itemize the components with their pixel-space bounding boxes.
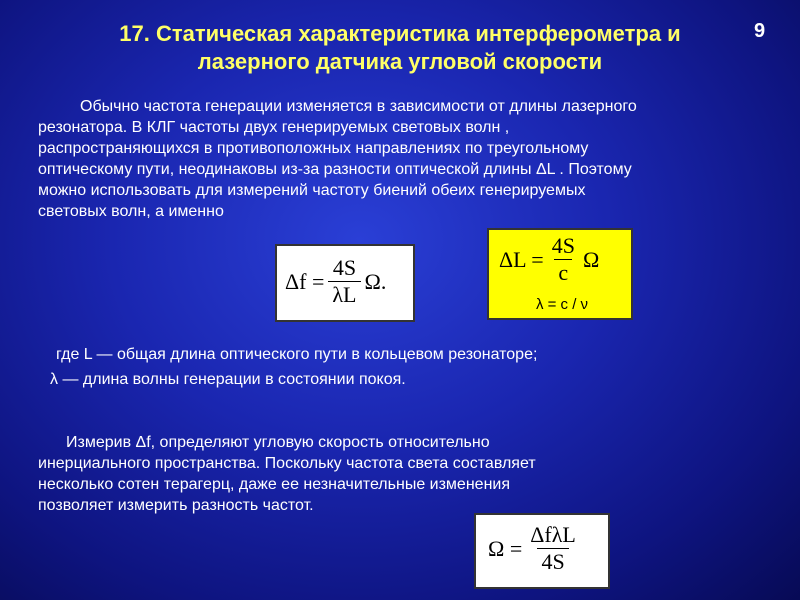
title-line-1: 17. Статическая характеристика интерферометра и (119, 21, 681, 46)
formula-rhs: Ω (582, 246, 600, 272)
formula-denominator: λL (328, 281, 360, 307)
conclusion-line: Измерив Δf, определяют угловую скорость относительно (66, 434, 490, 451)
formula-rhs: Ω. (364, 268, 387, 294)
slide-number: 9 (754, 20, 766, 42)
formula-lhs: ΔL = (499, 246, 544, 272)
formula-lhs: Δf = (285, 268, 325, 294)
definition-line: λ — длина волны генерации в состоянии покоя. (50, 371, 406, 388)
conclusion-line: несколько сотен терагерц, даже ее незначительные изменения (38, 476, 510, 493)
intro-line: можно использовать для измерений частоту биений обеих генерируемых (38, 182, 586, 199)
path-difference-formula (487, 228, 633, 320)
intro-line: распространяющихся в противоположных направлениях по треугольному (38, 140, 589, 157)
intro-line: световых волн, а именно (38, 203, 224, 220)
beat-frequency-formula (275, 244, 415, 322)
intro-line: Обычно частота генерации изменяется в зависимости от длины лазерного (80, 98, 637, 115)
slide-title (0, 20, 800, 76)
conclusion-paragraph (38, 432, 718, 516)
intro-line: оптическому пути, неодинаковы из-за разности оптической длины ΔL . Поэтому (38, 161, 632, 178)
formula-lhs: Ω = (488, 535, 523, 561)
conclusion-line: инерциального пространства. Поскольку частота света составляет (38, 455, 536, 472)
formula-numerator: ΔfλL (530, 522, 576, 547)
intro-line: резонатора. В КЛГ частоты двух генерируемых световых волн , (38, 119, 510, 136)
formula-denominator: c (554, 259, 572, 285)
title-line-2: лазерного датчика угловой скорости (197, 49, 603, 74)
formula-numerator: 4S (332, 255, 357, 280)
conclusion-line: позволяет измерить разность частот. (38, 497, 314, 514)
formula-numerator: 4S (551, 233, 575, 258)
intro-paragraph (38, 96, 768, 222)
formula-fraction (548, 234, 579, 285)
definition-line: где L — общая длина оптического пути в кольцевом резонаторе; (56, 346, 538, 363)
formula-fraction (328, 256, 360, 307)
angular-velocity-formula (474, 513, 610, 589)
wavelength-relation: λ = c / ν (535, 296, 589, 313)
definitions (50, 344, 756, 390)
formula-denominator: 4S (537, 548, 568, 574)
formula-fraction (526, 523, 580, 574)
